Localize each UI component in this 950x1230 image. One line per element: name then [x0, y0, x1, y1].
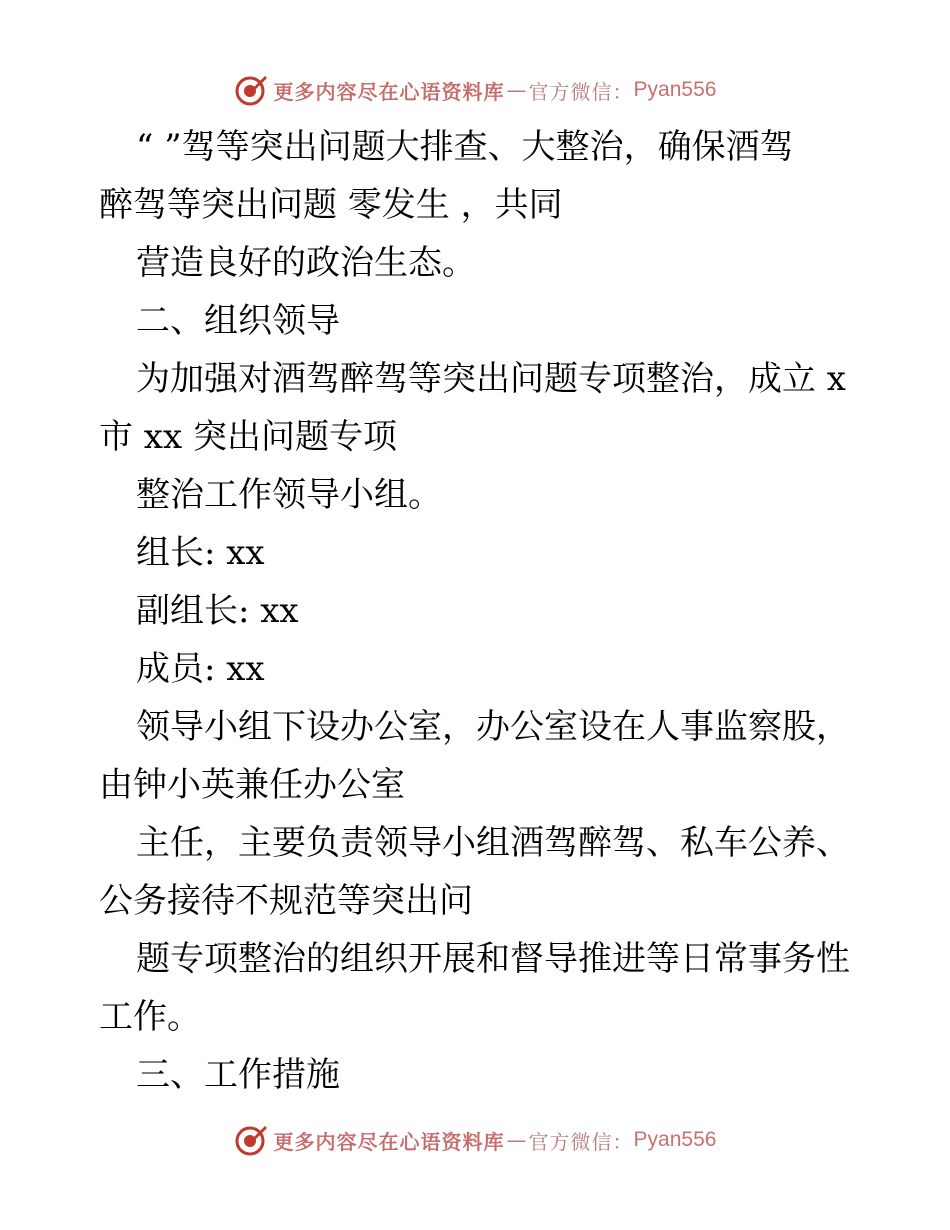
- text-line: “ ”驾等突出问题大排查、大整治，确保酒驾: [136, 127, 794, 167]
- text-line: 醉驾等突出问题 零发生 ，共同: [99, 185, 563, 225]
- banner-separator: —: [506, 78, 527, 102]
- text-line: 市 xx 突出问题专项: [99, 417, 397, 457]
- pen-logo-icon: [234, 1123, 268, 1157]
- text-line: 为加强对酒驾醉驾等突出问题专项整治，成立 x: [136, 359, 846, 399]
- footer-banner: [0, 1120, 950, 1160]
- text-line: 题专项整治的组织开展和督导推进等日常事务性: [136, 939, 850, 979]
- banner-title: 更多内容尽在心语资料库: [273, 79, 505, 104]
- text-line: 副组长: xx: [136, 591, 299, 631]
- banner-title: 更多内容尽在心语资料库: [273, 1129, 505, 1154]
- text-line: 成员: xx: [136, 649, 265, 689]
- section-heading: 三、工作措施: [136, 1055, 340, 1095]
- text-line: 由钟小英兼任办公室: [99, 765, 405, 805]
- text-line: 领导小组下设办公室，办公室设在人事监察股，: [136, 707, 850, 747]
- banner-separator: —: [506, 1128, 527, 1152]
- text-line: 工作。: [99, 997, 201, 1037]
- text-line: 组长: xx: [136, 533, 265, 573]
- banner-wechat-label: 官方微信：: [528, 79, 634, 104]
- text-line: 营造良好的政治生态。: [136, 243, 476, 283]
- text-line: 公务接待不规范等突出问: [99, 881, 473, 921]
- text-line: 主任，主要负责领导小组酒驾醉驾、私车公养、: [136, 823, 850, 863]
- banner-wechat-id: Pyan556: [633, 78, 717, 101]
- section-heading: 二、组织领导: [136, 301, 340, 341]
- document-body: [99, 118, 859, 1104]
- header-banner: [0, 70, 950, 110]
- text-line: 整治工作领导小组。: [136, 475, 442, 515]
- banner-wechat-id: Pyan556: [633, 1128, 717, 1151]
- pen-logo-icon: [234, 73, 268, 107]
- banner-wechat-label: 官方微信：: [528, 1129, 634, 1154]
